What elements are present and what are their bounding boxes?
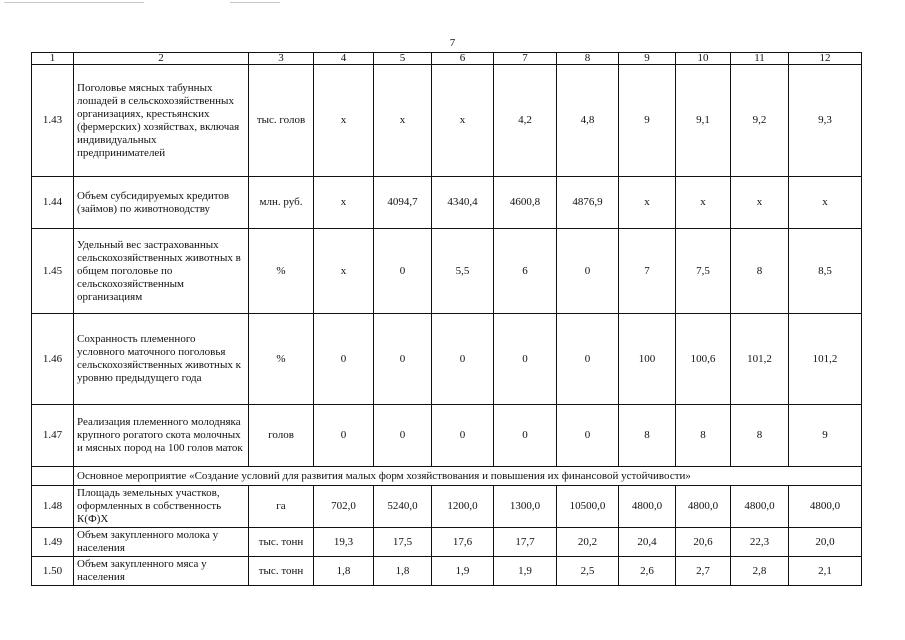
value-cell: 101,2: [731, 314, 789, 405]
row-number: 1.49: [32, 528, 74, 557]
value-cell: 8: [676, 405, 731, 467]
value-cell: 9,3: [789, 65, 862, 177]
table-row: [32, 65, 862, 177]
section-row: [32, 467, 862, 486]
value-cell: 2,8: [731, 557, 789, 586]
indicator-name: Удельный вес застрахованных сельскохозяйственных животных в общем поголовье по сельскохозяйственным организациям: [74, 229, 249, 314]
column-number-cell: 3: [249, 53, 314, 65]
value-cell: 4,2: [494, 65, 557, 177]
value-cell: 0: [432, 405, 494, 467]
value-cell: 4340,4: [432, 177, 494, 229]
unit-cell: тыс. тонн: [249, 528, 314, 557]
unit-cell: %: [249, 229, 314, 314]
value-cell: x: [676, 177, 731, 229]
value-cell: 2,5: [557, 557, 619, 586]
value-cell: 0: [374, 229, 432, 314]
column-number-cell: 10: [676, 53, 731, 65]
column-number-cell: 8: [557, 53, 619, 65]
value-cell: x: [374, 65, 432, 177]
value-cell: 9: [789, 405, 862, 467]
section-spacer-cell: [32, 467, 74, 486]
value-cell: 1,9: [494, 557, 557, 586]
value-cell: 9,2: [731, 65, 789, 177]
value-cell: 100: [619, 314, 676, 405]
value-cell: 1200,0: [432, 486, 494, 528]
row-number: 1.43: [32, 65, 74, 177]
unit-cell: %: [249, 314, 314, 405]
column-number-cell: 7: [494, 53, 557, 65]
value-cell: 0: [494, 314, 557, 405]
value-cell: 8: [731, 229, 789, 314]
value-cell: 9,1: [676, 65, 731, 177]
value-cell: 20,0: [789, 528, 862, 557]
unit-cell: га: [249, 486, 314, 528]
value-cell: 4800,0: [676, 486, 731, 528]
table-row: [32, 229, 862, 314]
value-cell: 0: [314, 314, 374, 405]
row-number: 1.50: [32, 557, 74, 586]
unit-cell: тыс. тонн: [249, 557, 314, 586]
value-cell: x: [314, 65, 374, 177]
column-number-cell: 5: [374, 53, 432, 65]
unit-cell: млн. руб.: [249, 177, 314, 229]
value-cell: x: [731, 177, 789, 229]
column-number-cell: 2: [74, 53, 249, 65]
row-number: 1.47: [32, 405, 74, 467]
indicator-name: Объем субсидируемых кредитов (займов) по животноводству: [74, 177, 249, 229]
row-number: 1.48: [32, 486, 74, 528]
table-row: [32, 314, 862, 405]
value-cell: 100,6: [676, 314, 731, 405]
value-cell: 1,8: [314, 557, 374, 586]
value-cell: 4876,9: [557, 177, 619, 229]
value-cell: 9: [619, 65, 676, 177]
row-number: 1.45: [32, 229, 74, 314]
value-cell: 2,6: [619, 557, 676, 586]
value-cell: 5,5: [432, 229, 494, 314]
indicator-name: Объем закупленного молока у населения: [74, 528, 249, 557]
column-number-cell: 11: [731, 53, 789, 65]
value-cell: 20,6: [676, 528, 731, 557]
indicator-name: Реализация племенного молодняка крупного рогатого скота молочных и мясных пород на 100 голов маток: [74, 405, 249, 467]
value-cell: 22,3: [731, 528, 789, 557]
table-row: [32, 557, 862, 586]
value-cell: 101,2: [789, 314, 862, 405]
value-cell: x: [314, 229, 374, 314]
value-cell: x: [314, 177, 374, 229]
value-cell: 4,8: [557, 65, 619, 177]
scan-artifact: [4, 2, 144, 3]
value-cell: 19,3: [314, 528, 374, 557]
value-cell: 1,9: [432, 557, 494, 586]
column-number-row: [32, 53, 862, 65]
value-cell: 0: [494, 405, 557, 467]
indicators-table: [31, 52, 862, 586]
value-cell: 20,4: [619, 528, 676, 557]
indicator-name: Объем закупленного мяса у населения: [74, 557, 249, 586]
scan-artifact: [230, 2, 280, 3]
value-cell: 17,6: [432, 528, 494, 557]
column-number-cell: 6: [432, 53, 494, 65]
value-cell: 7: [619, 229, 676, 314]
section-heading: Основное мероприятие «Создание условий для развития малых форм хозяйствования и повышения их финансовой устойчивости»: [74, 467, 862, 486]
unit-cell: голов: [249, 405, 314, 467]
value-cell: 702,0: [314, 486, 374, 528]
value-cell: x: [789, 177, 862, 229]
value-cell: 20,2: [557, 528, 619, 557]
column-number-cell: 4: [314, 53, 374, 65]
value-cell: 0: [374, 314, 432, 405]
value-cell: 10500,0: [557, 486, 619, 528]
column-number-cell: 1: [32, 53, 74, 65]
value-cell: 2,7: [676, 557, 731, 586]
value-cell: 0: [557, 405, 619, 467]
value-cell: 0: [432, 314, 494, 405]
value-cell: 5240,0: [374, 486, 432, 528]
value-cell: x: [432, 65, 494, 177]
value-cell: 8: [619, 405, 676, 467]
value-cell: 1300,0: [494, 486, 557, 528]
value-cell: 0: [557, 314, 619, 405]
unit-cell: тыс. голов: [249, 65, 314, 177]
table-row: [32, 486, 862, 528]
indicator-name: Поголовье мясных табунных лошадей в сельскохозяйственных организациях, крестьянских (фермерских) хозяйствах, включая индивидуальных предпринимателей: [74, 65, 249, 177]
value-cell: 4094,7: [374, 177, 432, 229]
table-row: [32, 405, 862, 467]
value-cell: 4800,0: [731, 486, 789, 528]
value-cell: x: [619, 177, 676, 229]
value-cell: 17,7: [494, 528, 557, 557]
value-cell: 8: [731, 405, 789, 467]
value-cell: 0: [314, 405, 374, 467]
indicator-name: Сохранность племенного условного маточного поголовья сельскохозяйственных животных к уровню предыдущего года: [74, 314, 249, 405]
value-cell: 4600,8: [494, 177, 557, 229]
value-cell: 0: [557, 229, 619, 314]
value-cell: 7,5: [676, 229, 731, 314]
value-cell: 6: [494, 229, 557, 314]
table-row: [32, 177, 862, 229]
value-cell: 1,8: [374, 557, 432, 586]
row-number: 1.44: [32, 177, 74, 229]
value-cell: 4800,0: [789, 486, 862, 528]
value-cell: 17,5: [374, 528, 432, 557]
column-number-cell: 9: [619, 53, 676, 65]
value-cell: 8,5: [789, 229, 862, 314]
value-cell: 4800,0: [619, 486, 676, 528]
column-number-cell: 12: [789, 53, 862, 65]
page-number: 7: [449, 37, 456, 49]
value-cell: 0: [374, 405, 432, 467]
table-row: [32, 528, 862, 557]
row-number: 1.46: [32, 314, 74, 405]
indicator-name: Площадь земельных участков, оформленных в собственность К(Ф)Х: [74, 486, 249, 528]
value-cell: 2,1: [789, 557, 862, 586]
